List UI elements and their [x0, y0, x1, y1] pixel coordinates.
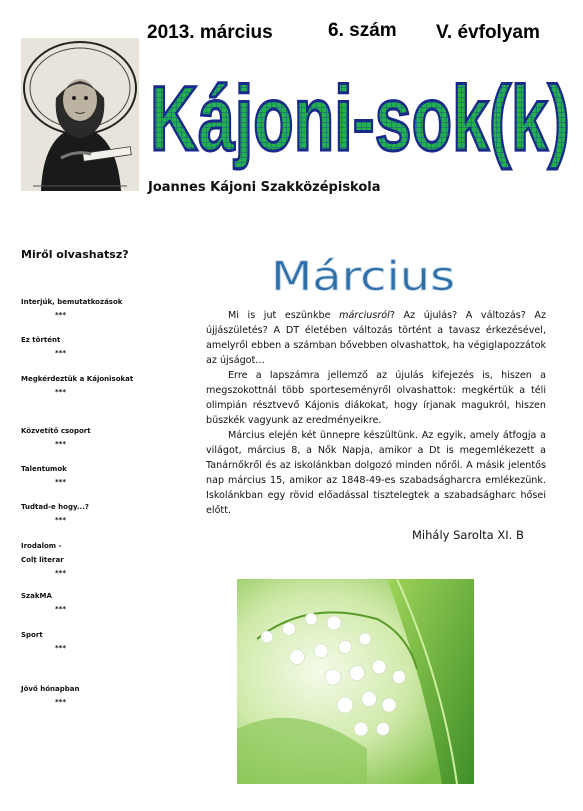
article-body — [206, 308, 546, 518]
issue-number: 6. szám — [328, 20, 397, 41]
toc-item: Jövő hónapban *** — [21, 685, 80, 706]
article-author: Mihály Sarolta XI. B — [412, 528, 524, 542]
toc-item: SzakMA *** — [21, 592, 66, 613]
masthead-logo — [146, 62, 574, 174]
svg-text:Március: Március — [271, 254, 455, 300]
article-paragraph: Március elején két ünnepre készültünk. Az egyik, amely átfogja a világot, március 8, a Nők Napja, amikor a Dt is megemlékezett a Tanárnőkről és az iskolánkban dolgozó minden nőről. A másik jelentős nap március 15, amikor az 1848-49-es szabadságharcra emlékezünk. Iskolánkban egy rövid előadással tisztelegtek a szabadságharc hősei előtt. — [206, 430, 546, 516]
issue-volume: V. évfolyam — [436, 22, 540, 43]
toc-item: Irodalom - Colț literar *** — [21, 542, 66, 577]
lily-of-the-valley-photo — [237, 579, 474, 784]
toc-heading: Miről olvashatsz? — [21, 248, 129, 261]
article-paragraph: Mi is jut eszünkbe márciusról? Az újulás? A változás? Az újjászületés? A DT életében változás történt a tavasz érkezésével, amelyről ebben a számban bővebben olvashattok, ha végiglapozzátok az újságot… — [206, 310, 546, 366]
toc-item: Sport *** — [21, 631, 66, 652]
article-paragraph: Erre a lapszámra jellemző az újulás kifejezés is, hiszen a megszokottnál több sporteseményről olvashattok: megkértük a téli olimpián résztvevő Kájonis diákokat, hogy írjanak magukról, hiszen büszkék vagyunk az eredményeikre. — [206, 370, 546, 426]
toc-item: Közvetítő csoport *** — [21, 427, 91, 448]
toc-item: Megkérdeztük a Kájonisokat *** — [21, 375, 134, 396]
article-title — [268, 252, 458, 300]
toc-item: Ez történt *** — [21, 336, 66, 357]
toc-item: Interjúk, bemutatkozások *** — [21, 298, 123, 319]
kajoni-portrait-image — [21, 38, 139, 191]
masthead-title: Kájoni-sok(k) — [150, 68, 570, 170]
toc-item: Tudtad-e hogy...? *** — [21, 503, 89, 524]
toc-item: Talentumok *** — [21, 465, 67, 486]
school-name: Joannes Kájoni Szakközépiskola — [148, 180, 381, 195]
issue-date: 2013. március — [147, 22, 273, 43]
